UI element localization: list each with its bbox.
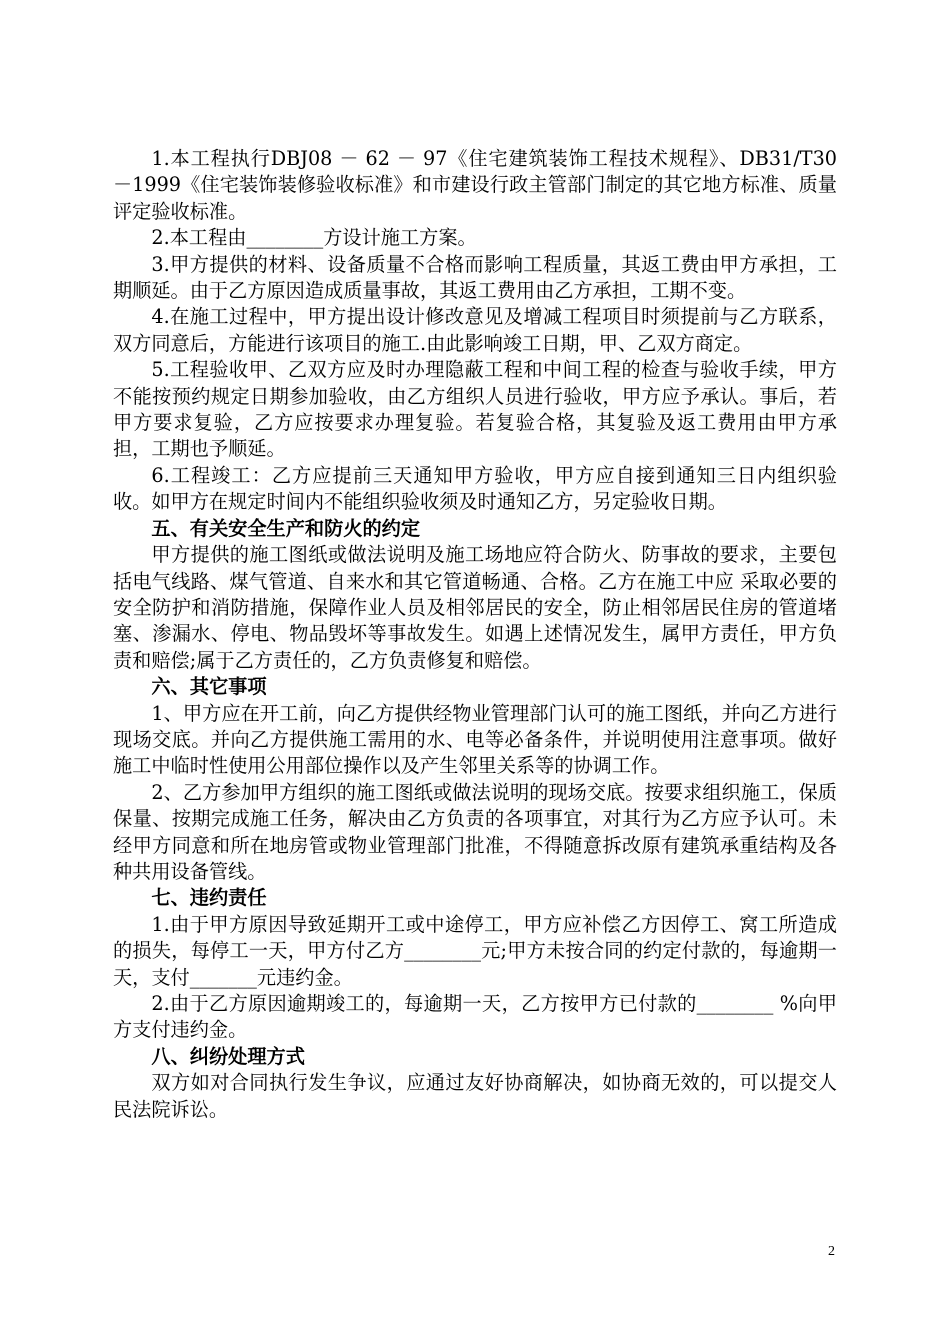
clause-paragraph: 2.本工程由________方设计施工方案。	[151, 226, 477, 250]
clause-paragraph: 3.甲方提供的材料、设备质量不合格而影响工程质量，其返工费由甲方承担，工期顺延。由于乙方原因造成质量事故，其返工费用由乙方承担，工期不变。	[113, 252, 837, 303]
section-heading: 五、有关安全生产和防火的约定	[151, 516, 421, 540]
clause-paragraph: 1.由于甲方原因导致延期开工或中途停工，甲方应补偿乙方因停工、窝工所造成的损失，每停工一天，甲方付乙方________元;甲方未按合同的约定付款的，每逾期一天，支付_______元违约金。	[113, 912, 837, 989]
clause-paragraph: 5.工程验收甲、乙双方应及时办理隐蔽工程和中间工程的检查与验收手续，甲方不能按预约规定日期参加验收，由乙方组织人员进行验收，甲方应予承认。事后，若甲方要求复验，乙方应按要求办理复验。若复验合格，其复验及返工费用由甲方承担，工期也予顺延。	[113, 358, 837, 461]
clause-paragraph: 1.本工程执行DBJ08 － 62 － 97《住宅建筑装饰工程技术规程》、DB31/T30 －1999《住宅装饰装修验收标准》和市建设行政主管部门制定的其它地方标准、质量评定验收标准。	[113, 147, 844, 223]
clause-paragraph: 甲方提供的施工图纸或做法说明及施工场地应符合防火、防事故的要求，主要包括电气线路、煤气管道、自来水和其它管道畅通、合格。乙方在施工中应 采取必要的安全防护和消防措施，保障作业人员及相邻居民的安全，防止相邻居民住房的管道堵塞、渗漏水、停电、物品毁坏等事故发生。如遇上述情况发生，属甲方责任，甲方负责和赔偿;属于乙方责任的，乙方负责修复和赔偿。	[113, 543, 837, 672]
section-heading: 七、违约责任	[151, 886, 267, 910]
section-heading: 六、其它事项	[151, 675, 267, 699]
page-number: 2	[828, 1244, 835, 1259]
clause-paragraph: 4.在施工过程中，甲方提出设计修改意见及增减工程项目时须提前与乙方联系，双方同意后，方能进行该项目的施工.由此影响竣工日期，甲、乙双方商定。	[113, 305, 837, 355]
section-heading: 八、纠纷处理方式	[151, 1044, 305, 1068]
clause-paragraph: 1、甲方应在开工前，向乙方提供经物业管理部门认可的施工图纸，并向乙方进行现场交底。并向乙方提供施工需用的水、电等必备条件，并说明使用注意事项。做好施工中临时性使用公用部位操作以及产生邻里关系等的协调工作。	[113, 701, 837, 778]
clause-paragraph: 6.工程竣工：乙方应提前三天通知甲方验收，甲方应自接到通知三日内组织验收。如甲方在规定时间内不能组织验收须及时通知乙方，另定验收日期。	[113, 463, 837, 514]
clause-paragraph: 双方如对合同执行发生争议，应通过友好协商解决，如协商无效的，可以提交人民法院诉讼。	[113, 1071, 837, 1121]
document-body	[113, 146, 844, 1123]
clause-paragraph: 2、乙方参加甲方组织的施工图纸或做法说明的现场交底。按要求组织施工，保质保量、按期完成施工任务，解决由乙方负责的各项事宜，对其行为乙方应予认可。未经甲方同意和所在地房管或物业管理部门批准，不得随意拆改原有建筑承重结构及各种共用设备管线。	[113, 780, 837, 883]
clause-paragraph: 2.由于乙方原因逾期竣工的，每逾期一天，乙方按甲方已付款的________ %向甲方支付违约金。	[113, 992, 837, 1042]
